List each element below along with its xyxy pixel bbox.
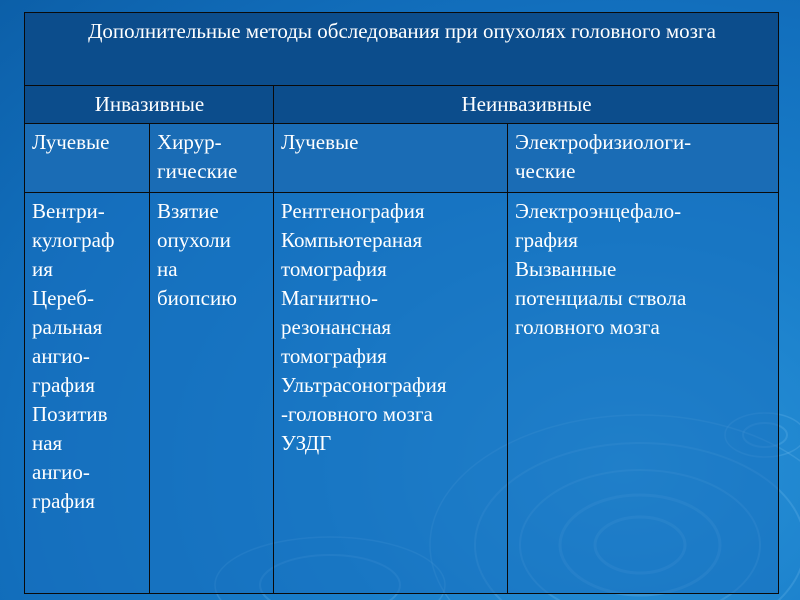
group-invasive: Инвазивные: [25, 86, 274, 124]
subgroup-invasive-radiation: Лучевые: [25, 124, 150, 193]
methods-invasive-radiation: Вентри- кулограф ия Цереб- ральная ангио- графия Позитив ная ангио- графия: [25, 193, 150, 594]
methods-invasive-surgical: Взятие опухоли на биопсию: [150, 193, 274, 594]
subgroup-noninvasive-electro: Электрофизиологи- ческие: [508, 124, 779, 193]
group-noninvasive: Неинвазивные: [274, 86, 779, 124]
subgroup-invasive-surgical: Хирур- гические: [150, 124, 274, 193]
methods-table: [24, 12, 779, 594]
methods-noninvasive-electro: Электроэнцефало- графия Вызванные потенциалы ствола головного мозга: [508, 193, 779, 594]
methods-noninvasive-radiation: Рентгенография Компьютераная томография Магнитно- резонансная томография Ультрасонография -головного мозга УЗДГ: [274, 193, 508, 594]
subgroup-noninvasive-radiation: Лучевые: [274, 124, 508, 193]
table-title: Дополнительные методы обследования при опухолях головного мозга: [25, 13, 779, 86]
